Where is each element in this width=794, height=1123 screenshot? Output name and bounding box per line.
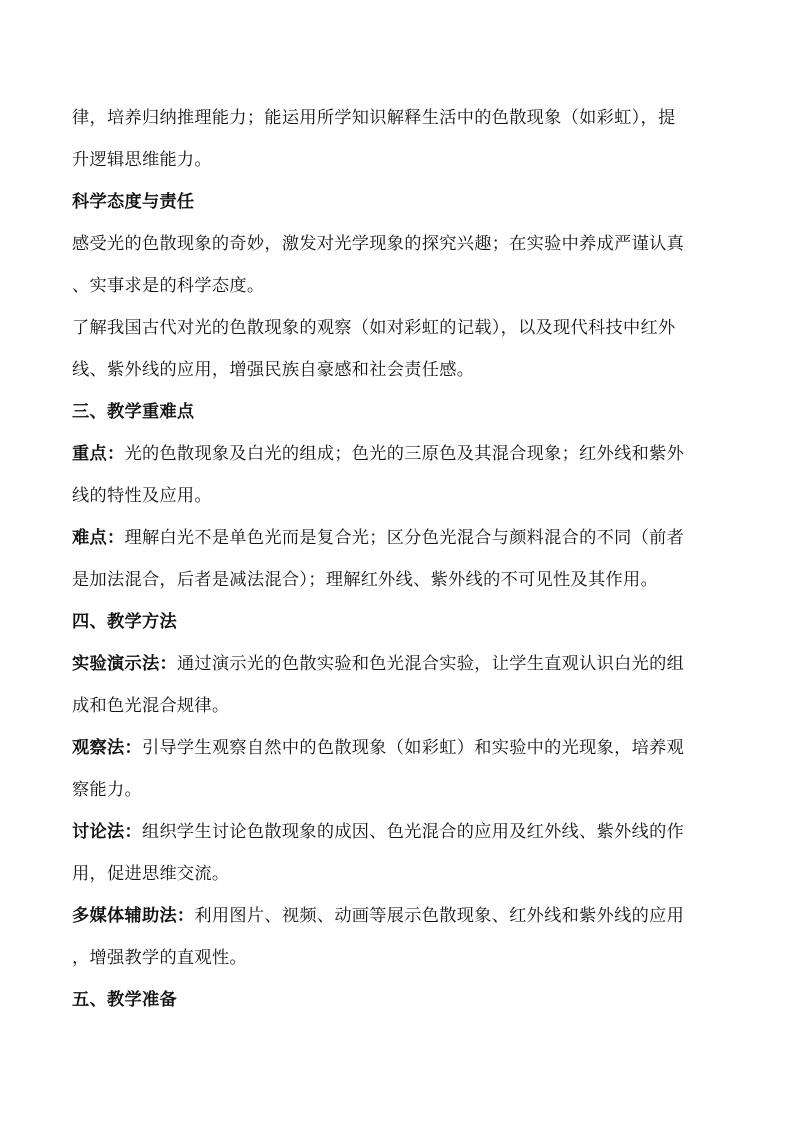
subheading-text: 科学态度与责任 (72, 192, 195, 212)
paragraph-line (72, 695, 732, 717)
paragraph-line (72, 443, 732, 465)
line-text: 用，促进思维交流。 (72, 864, 230, 884)
paragraph-line (72, 233, 732, 255)
paragraph-line (72, 275, 732, 297)
paragraph-line (72, 527, 732, 549)
line-text: ，增强教学的直观性。 (72, 948, 247, 968)
paragraph-line (72, 317, 732, 339)
line-text: 、实事求是的科学态度。 (72, 276, 265, 296)
line-text: 引导学生观察自然中的色散现象（如彩虹）和实验中的光现象，培养观 (141, 738, 685, 758)
line-text: 律，培养归纳推理能力；能运用所学知识解释生活中的色散现象（如彩虹），提 (72, 108, 676, 128)
heading-text: 三、教学重难点 (72, 402, 195, 422)
paragraph-line (72, 485, 732, 507)
paragraph-line (72, 779, 732, 801)
term-label: 观察法： (72, 738, 142, 758)
heading-text: 四、教学方法 (72, 612, 177, 632)
term-label: 讨论法： (72, 822, 142, 842)
paragraph-line (72, 569, 732, 591)
line-text: 了解我国古代对光的色散现象的观察（如对彩虹的记载），以及现代科技中红外 (72, 318, 676, 338)
section-heading (72, 989, 732, 1011)
line-text: 组织学生讨论色散现象的成因、色光混合的应用及红外线、紫外线的作 (141, 822, 685, 842)
paragraph-line (72, 821, 732, 843)
line-text: 是加法混合，后者是减法混合）；理解红外线、紫外线的不可见性及其作用。 (72, 570, 658, 590)
line-text: 理解白光不是单色光而是复合光；区分色光混合与颜料混合的不同（前者 (124, 528, 685, 548)
line-text: 通过演示光的色散实验和色光混合实验，让学生直观认识白光的组 (176, 654, 685, 674)
paragraph-line (72, 863, 732, 885)
paragraph-line (72, 107, 732, 129)
paragraph-line (72, 653, 732, 675)
line-text: 线的特性及应用。 (72, 486, 212, 506)
paragraph-line (72, 737, 732, 759)
heading-text: 五、教学准备 (72, 990, 177, 1010)
section-heading (72, 401, 732, 423)
section-subheading (72, 191, 732, 213)
term-label: 多媒体辅助法： (72, 906, 195, 926)
line-text: 光的色散现象及白光的组成；色光的三原色及其混合现象；红外线和紫外 (124, 444, 685, 464)
term-label: 实验演示法： (72, 654, 177, 674)
line-text: 感受光的色散现象的奇妙，激发对光学现象的探究兴趣；在实验中养成严谨认真 (72, 234, 685, 254)
paragraph-line (72, 905, 732, 927)
line-text: 线、紫外线的应用，增强民族自豪感和社会责任感。 (72, 360, 475, 380)
line-text: 利用图片、视频、动画等展示色散现象、红外线和紫外线的应用 (194, 906, 685, 926)
section-heading (72, 611, 732, 633)
term-label: 难点： (72, 528, 125, 548)
line-text: 成和色光混合规律。 (72, 696, 230, 716)
line-text: 升逻辑思维能力。 (72, 150, 212, 170)
paragraph-line (72, 149, 732, 171)
paragraph-line (72, 359, 732, 381)
line-text: 察能力。 (72, 780, 142, 800)
term-label: 重点： (72, 444, 125, 464)
paragraph-line (72, 947, 732, 969)
